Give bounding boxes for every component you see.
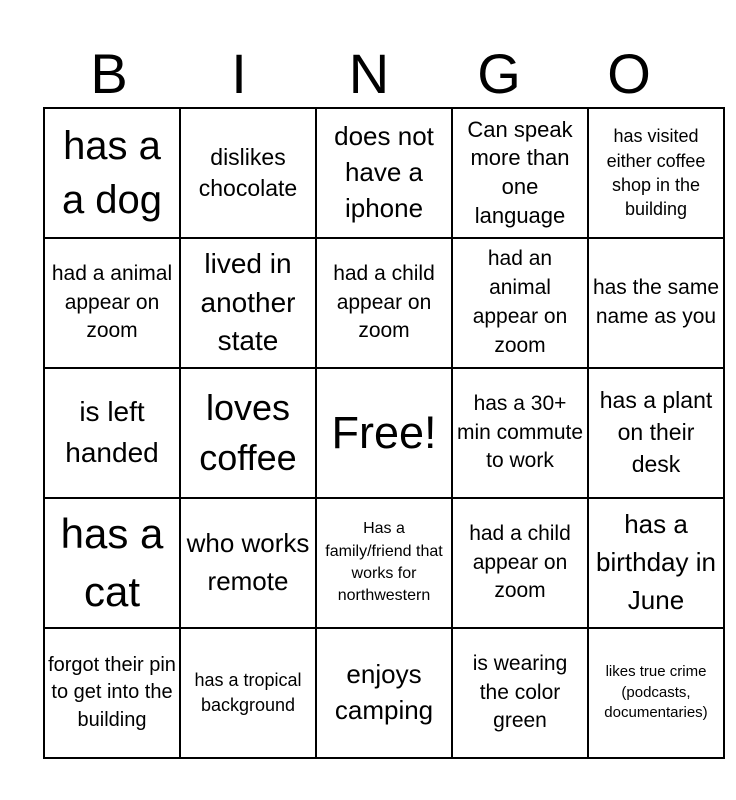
grid-row-5 bbox=[44, 628, 724, 758]
bingo-cell[interactable]: forgot their pin to get into the building bbox=[44, 628, 180, 758]
bingo-cell[interactable]: Has a family/friend that works for northwestern bbox=[316, 498, 452, 628]
header-letter-g: G bbox=[477, 42, 521, 105]
bingo-cell[interactable]: loves coffee bbox=[180, 368, 316, 498]
bingo-cell[interactable]: has a plant on their desk bbox=[588, 368, 724, 498]
bingo-cell[interactable]: has visited either coffee shop in the building bbox=[588, 108, 724, 238]
bingo-cell[interactable]: does not have a iphone bbox=[316, 108, 452, 238]
bingo-cell[interactable]: Can speak more than one language bbox=[452, 108, 588, 238]
bingo-cell[interactable]: had an animal appear on zoom bbox=[452, 238, 588, 368]
bingo-cell[interactable]: had a child appear on zoom bbox=[452, 498, 588, 628]
bingo-cell[interactable]: had a child appear on zoom bbox=[316, 238, 452, 368]
grid-row-3 bbox=[44, 368, 724, 498]
bingo-cell[interactable]: has a a dog bbox=[44, 108, 180, 238]
header-letter-o: O bbox=[607, 42, 651, 105]
bingo-cell[interactable]: has a tropical background bbox=[180, 628, 316, 758]
bingo-header bbox=[44, 40, 694, 108]
bingo-cell[interactable]: dislikes chocolate bbox=[180, 108, 316, 238]
bingo-cell[interactable]: had a animal appear on zoom bbox=[44, 238, 180, 368]
header-letter-n: N bbox=[348, 42, 390, 105]
grid-row-4 bbox=[44, 498, 724, 628]
bingo-cell[interactable]: is wearing the color green bbox=[452, 628, 588, 758]
bingo-cell[interactable]: lived in another state bbox=[180, 238, 316, 368]
bingo-cell[interactable]: has a birthday in June bbox=[588, 498, 724, 628]
bingo-cell[interactable]: has a cat bbox=[44, 498, 180, 628]
bingo-cell[interactable]: who works remote bbox=[180, 498, 316, 628]
bingo-cell[interactable]: has the same name as you bbox=[588, 238, 724, 368]
grid-row-2 bbox=[44, 238, 724, 368]
bingo-cell[interactable]: has a 30+ min commute to work bbox=[452, 368, 588, 498]
bingo-grid bbox=[43, 107, 725, 759]
bingo-cell[interactable]: likes true crime (podcasts, documentaries) bbox=[588, 628, 724, 758]
grid-row-1 bbox=[44, 108, 724, 238]
header-letter-b: B bbox=[90, 42, 128, 105]
bingo-cell[interactable]: enjoys camping bbox=[316, 628, 452, 758]
header-letter-i: I bbox=[231, 42, 247, 105]
bingo-cell[interactable]: is left handed bbox=[44, 368, 180, 498]
free-space[interactable]: Free! bbox=[316, 368, 452, 498]
